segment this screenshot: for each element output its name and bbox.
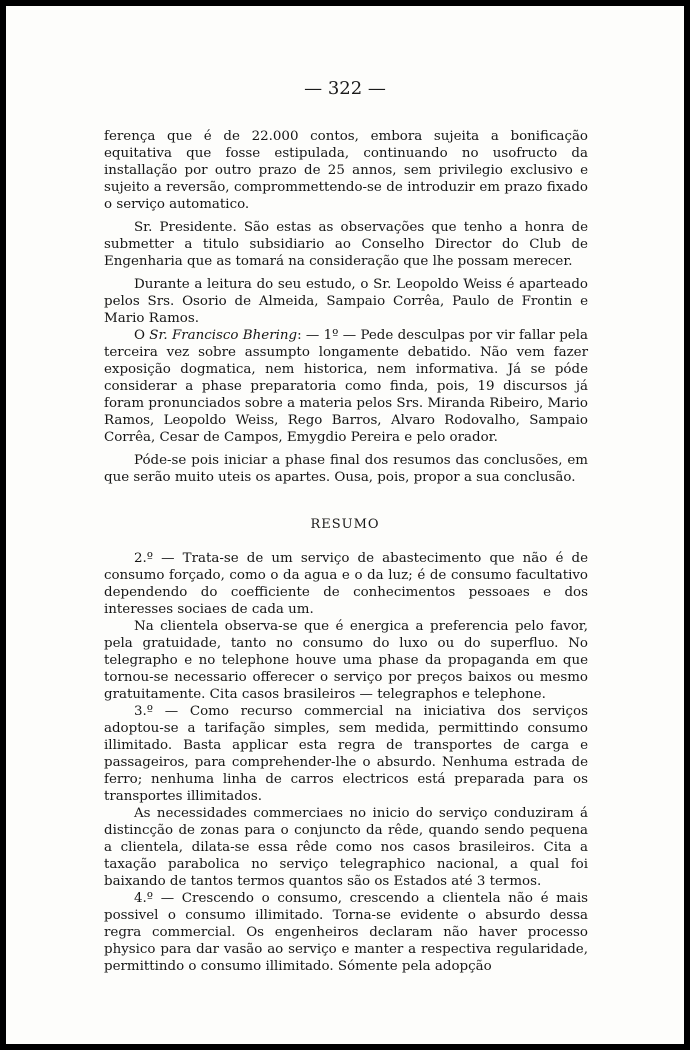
resumo-paragraph-1: 2.º — Trata-se de um serviço de abastecimento que não é de consumo forçado, como o da agua e o da luz; é de consumo facultativo dependendo do coefficiente de conhecimentos pessoaes e dos interesses sociaes de cada um. bbox=[104, 551, 588, 617]
paragraph-3: Durante a leitura do seu estudo, o Sr. Leopoldo Weiss é aparteado pelos Srs. Osorio de Almeida, Sampaio Corrêa, Paulo de Frontin e Mario Ramos. bbox=[104, 277, 588, 326]
page-number: — 322 — bbox=[304, 78, 386, 99]
resumo-paragraph-5: 4.º — Crescendo o consumo, crescendo a clientela não é mais possivel o consumo illimitado. Torna-se evidente o absurdo dessa regra commercial. Os engenheiros declaram não haver processo physico para dar vasão ao serviço e manter a respectiva regularidade, permittindo o consumo illimitado. Sómente pela adopção bbox=[104, 891, 588, 974]
paragraph-4 bbox=[104, 327, 588, 446]
paragraph-4-lead: O bbox=[134, 328, 150, 343]
resumo-paragraph-4: As necessidades commerciaes no inicio do serviço conduziram á distincção de zonas para o conjuncto da rêde, quando sendo pequena a clientela, dilata-se essa rêde como nos casos brasileiros. Cita a taxação parabolica no serviço telegraphico nacional, a qual foi baixando de tantos termos quantos são os Estados até 3 termos. bbox=[104, 806, 588, 889]
lower-text-block bbox=[104, 550, 588, 975]
upper-text-block bbox=[104, 128, 588, 486]
speaker-name: Sr. Francisco Bhering bbox=[149, 328, 298, 343]
document-page bbox=[6, 6, 684, 1044]
resumo-paragraph-3: 3.º — Como recurso commercial na iniciativa dos serviços adoptou-se a tarifação simples, sem medida, permittindo consumo illimitado. Basta applicar esta regra de transportes de carga e passageiros, para comprehender-lhe o absurdo. Nenhuma estrada de ferro; nenhuma linha de carros electricos está preparada para os transportes illimitados. bbox=[104, 704, 588, 804]
resumo-paragraph-2: Na clientela observa-se que é energica a preferencia pelo favor, pela gratuidade, tanto no consumo do luxo ou do superfluo. No telegrapho e no telephone houve uma phase da propaganda em que tornou-se necessario offerecer o serviço por preços baixos ou mesmo gratuitamente. Cita casos brasileiros — telegraphos e telephone. bbox=[104, 619, 588, 702]
paragraph-1: ferença que é de 22.000 contos, embora sujeita a bonificação equitativa que fosse estipulada, continuando no usofructo da installação por outro prazo de 25 annos, sem privilegio exclusivo e sujeito a reversão, comprommettendo-se de introduzir em prazo fixado o serviço automatico. bbox=[104, 129, 588, 212]
paragraph-4-rest: : — 1º — Pede desculpas por vir fallar pela terceira vez sobre assumpto longamente debatido. Não vem fazer exposição dogmatica, nem historica, nem informativa. Já se póde considerar a phase preparatoria como finda, pois, 19 discursos já foram pronunciados sobre a materia pelos Srs. Miranda Ribeiro, Mario Ramos, Leopoldo Weiss, Rego Barros, Alvaro Rodovalho, Sampaio Corrêa, Cesar de Campos, Emygdio Pereira e pelo orador. bbox=[104, 328, 588, 445]
paragraph-2: Sr. Presidente. São estas as observações que tenho a honra de submetter a titulo subsidiario ao Conselho Director do Club de Engenharia que as tomará na consideração que lhe possam merecer. bbox=[104, 220, 588, 269]
paragraph-5: Póde-se pois iniciar a phase final dos resumos das conclusões, em que serão muito uteis os apartes. Ousa, pois, propor a sua conclusão. bbox=[104, 453, 588, 485]
section-heading-resumo: RESUMO bbox=[310, 517, 380, 532]
